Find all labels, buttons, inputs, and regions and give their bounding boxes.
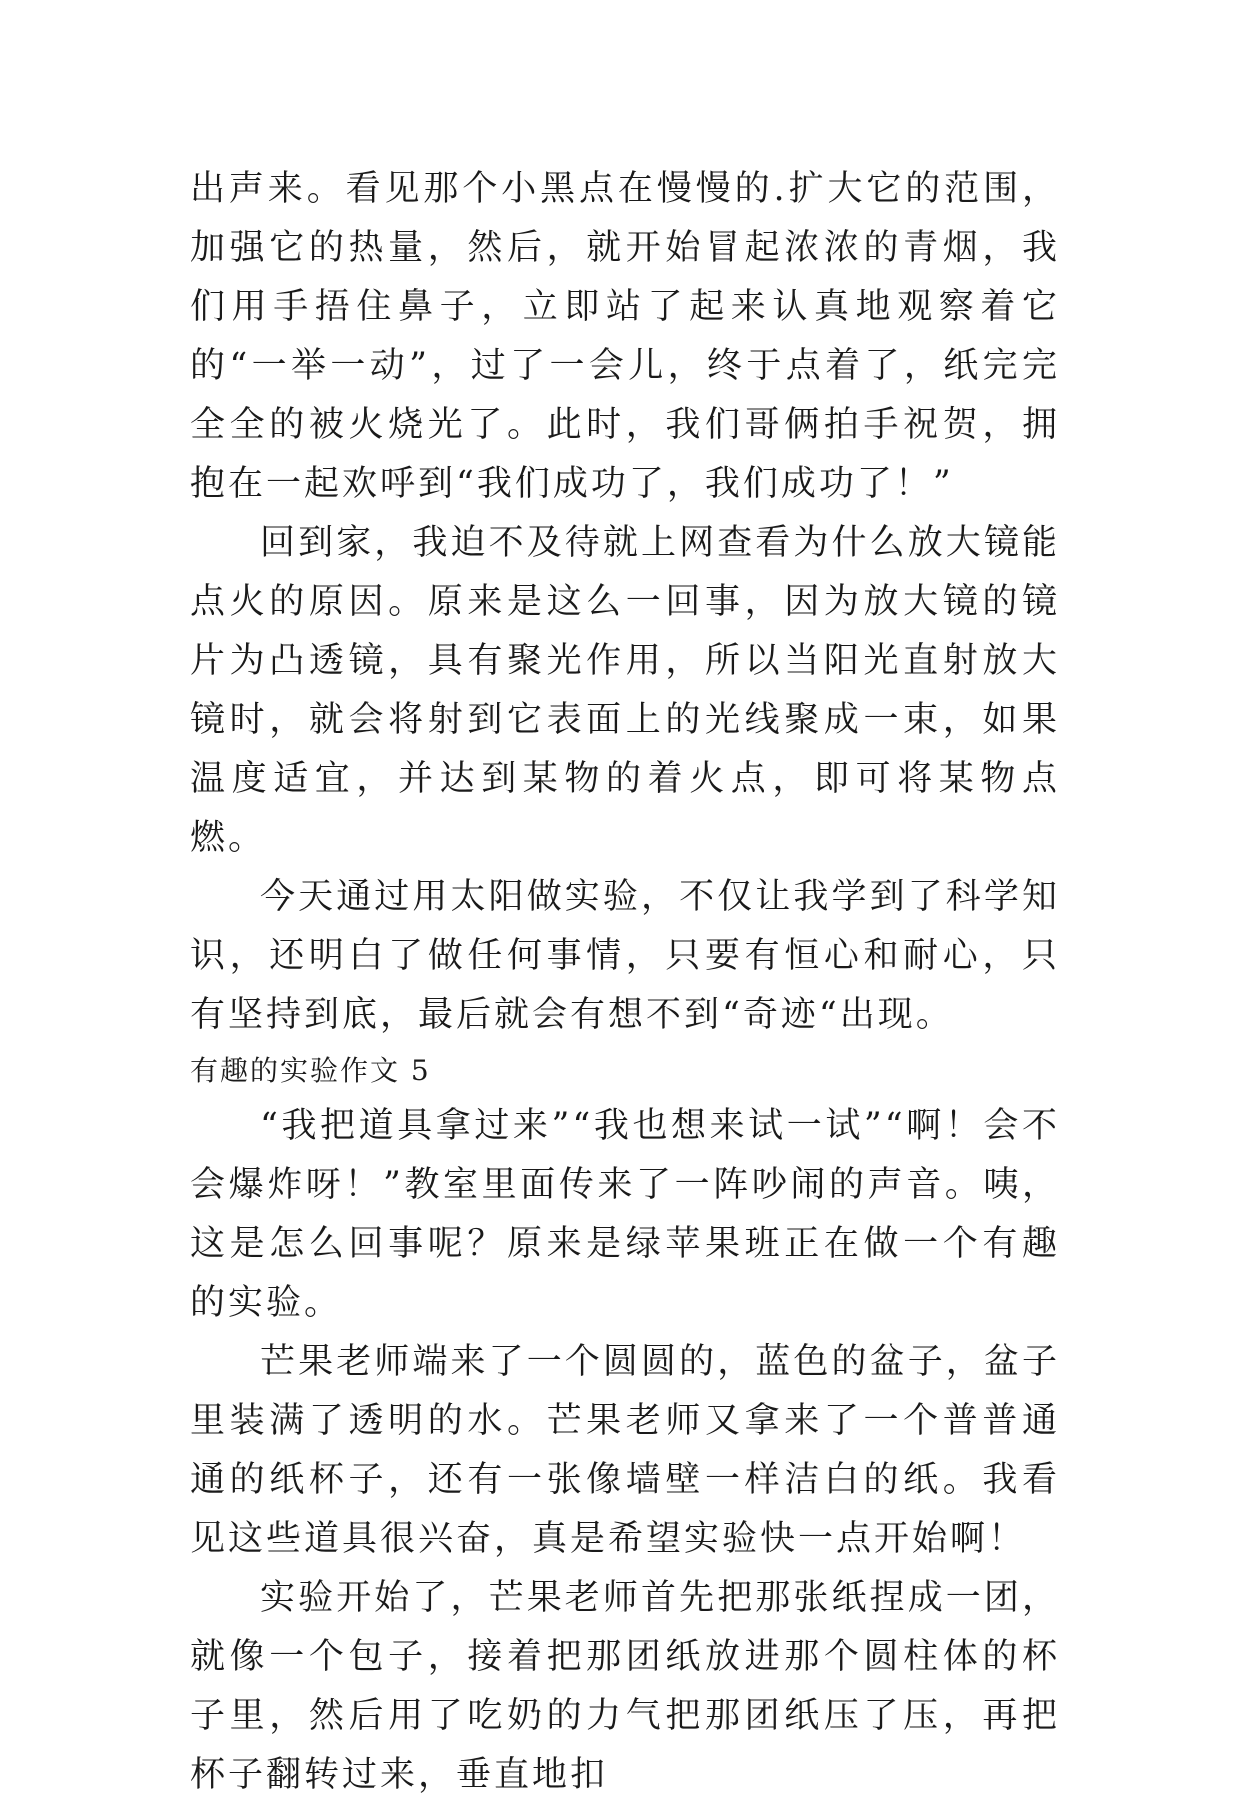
paragraph-5: 芒果老师端来了一个圆圆的，蓝色的盆子，盆子里装满了透明的水。芒果老师又拿来了一个普普通通的纸杯子，还有一张像墙壁一样洁白的纸。我看见这些道具很兴奋，真是希望实验快一点开始啊！ [190, 1342, 1060, 1559]
paragraph-4: “我把道具拿过来”“我也想来试一试”“啊！会不会爆炸呀！”教室里面传来了一阵吵闹的声音。咦，这是怎么回事呢？原来是绿苹果班正在做一个有趣的实验。 [190, 1106, 1060, 1323]
paragraph-3: 今天通过用太阳做实验，不仅让我学到了科学知识，还明白了做任何事情，只要有恒心和耐心，只有坚持到底，最后就会有想不到“奇迹“出现。 [190, 877, 1060, 1035]
section-title: 有趣的实验作文 5 [190, 1054, 431, 1087]
document-body [190, 160, 1060, 1805]
paragraph-6: 实验开始了，芒果老师首先把那张纸捏成一团，就像一个包子，接着把那团纸放进那个圆柱体的杯子里，然后用了吃奶的力气把那团纸压了压，再把杯子翻转过来，垂直地扣 [190, 1578, 1060, 1795]
paragraph-1: 出声来。看见那个小黑点在慢慢的.扩大它的范围，加强它的热量，然后，就开始冒起浓浓的青烟，我们用手捂住鼻子，立即站了起来认真地观察着它的“一举一动”，过了一会儿，终于点着了，纸完完全全的被火烧光了。此时，我们哥俩拍手祝贺，拥抱在一起欢呼到“我们成功了，我们成功了！” [190, 169, 1060, 504]
paragraph-2: 回到家，我迫不及待就上网查看为什么放大镜能点火的原因。原来是这么一回事，因为放大镜的镜片为凸透镜，具有聚光作用，所以当阳光直射放大镜时，就会将射到它表面上的光线聚成一束，如果温度适宜，并达到某物的着火点，即可将某物点燃。 [190, 523, 1060, 858]
